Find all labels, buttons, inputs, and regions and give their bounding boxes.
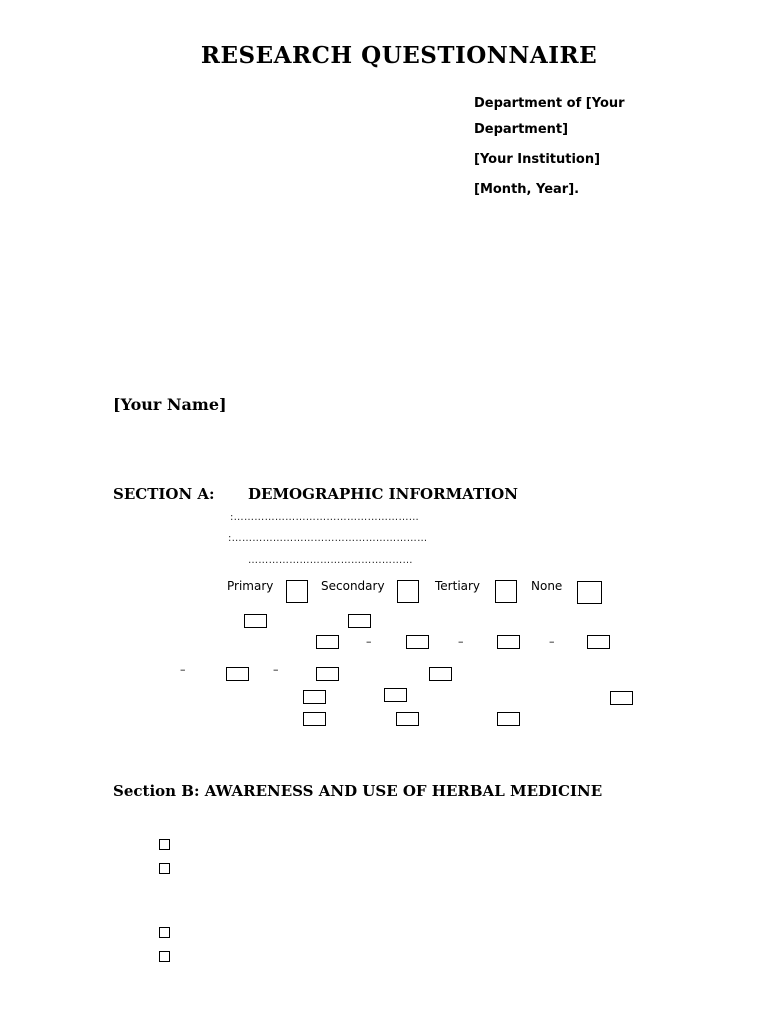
checkbox[interactable] [303,712,326,726]
option-secondary-label: Secondary [321,579,385,593]
checkbox[interactable] [159,863,170,874]
checkbox[interactable] [497,635,520,649]
section-a-title: DEMOGRAPHIC INFORMATION [248,485,518,503]
dotted-answer-line[interactable]: :……………………………………………… [230,512,420,523]
dash: – [366,635,372,648]
option-none-checkbox[interactable] [577,581,602,604]
dash: – [180,663,186,676]
checkbox[interactable] [303,690,326,704]
dotted-answer-line[interactable]: ………………………………………… [248,555,413,566]
checkbox[interactable] [587,635,610,649]
option-primary-checkbox[interactable] [286,580,308,603]
checkbox[interactable] [159,927,170,938]
checkbox[interactable] [316,667,339,681]
department-line-2: Department] [474,122,569,137]
checkbox[interactable] [384,688,407,702]
section-b-title: Section B: AWARENESS AND USE OF HERBAL MEDICINE [113,782,603,800]
section-a-label: SECTION A: [113,485,215,503]
dotted-answer-line[interactable]: :………………………………………………… [228,533,428,544]
checkbox[interactable] [348,614,371,628]
checkbox[interactable] [610,691,633,705]
institution: [Your Institution] [474,152,601,167]
checkbox[interactable] [429,667,452,681]
document-title: RESEARCH QUESTIONNAIRE [200,42,598,69]
department-block [474,91,644,203]
checkbox[interactable] [159,951,170,962]
option-primary-label: Primary [227,579,274,593]
option-none-label: None [531,579,563,593]
checkbox[interactable] [316,635,339,649]
checkbox[interactable] [396,712,419,726]
month-year: [Month, Year]. [474,182,580,197]
department-line-1: Department of [Your [474,96,625,111]
option-tertiary-label: Tertiary [435,579,481,593]
checkbox[interactable] [226,667,249,681]
checkbox[interactable] [244,614,267,628]
author-name: [Your Name] [113,395,227,414]
dash: – [458,635,464,648]
checkbox[interactable] [497,712,520,726]
dash: – [273,663,279,676]
checkbox[interactable] [406,635,429,649]
option-secondary-checkbox[interactable] [397,580,419,603]
checkbox[interactable] [159,839,170,850]
option-tertiary-checkbox[interactable] [495,580,517,603]
dash: – [549,635,555,648]
